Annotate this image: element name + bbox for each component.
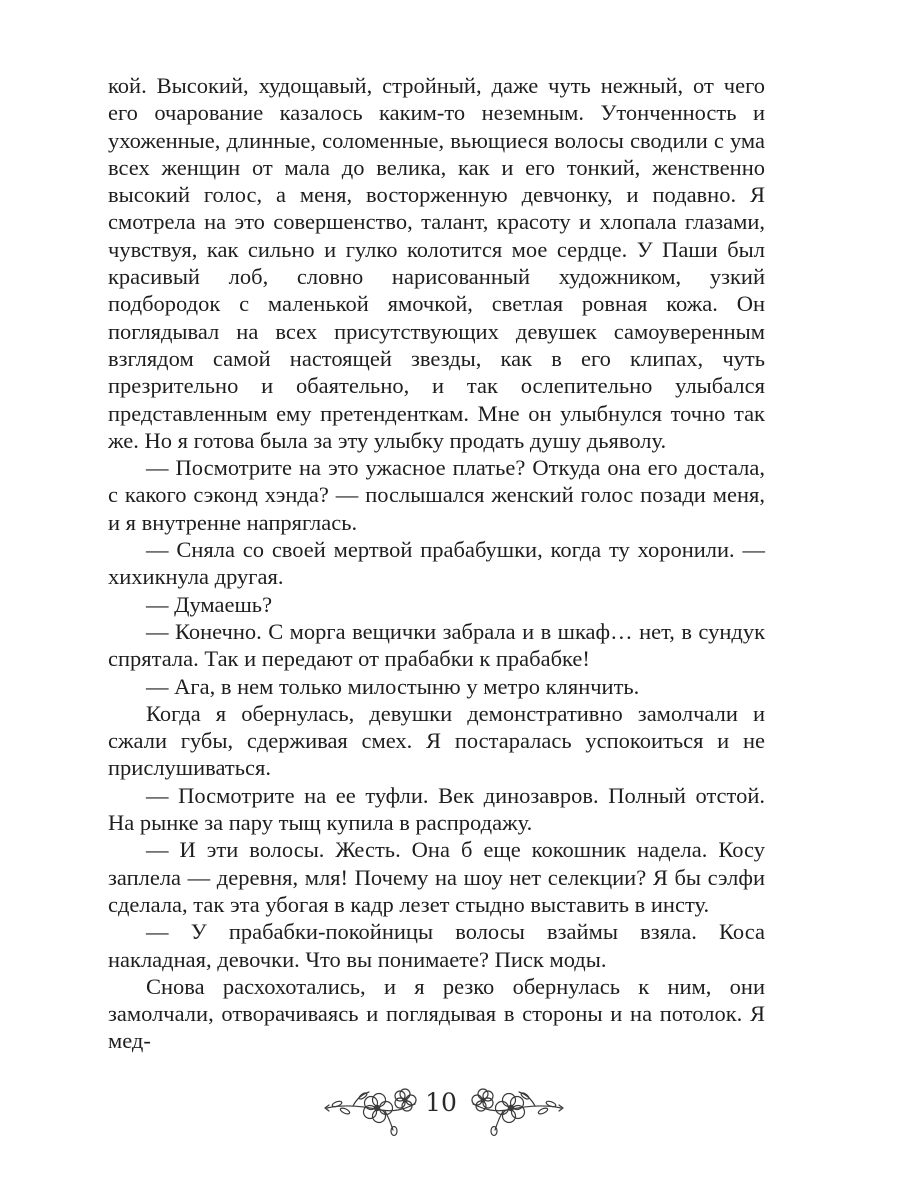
- paragraph: Снова расхохотались, и я резко обернулась к ним, они замолчали, отворачиваясь и поглядывая в стороны и на потолок. Я мед-: [108, 973, 765, 1054]
- paragraph: — Сняла со своей мертвой прабабушки, когда ту хоронили. — хихикнула другая.: [108, 537, 765, 590]
- paragraph: — Ага, в нем только милостыню у метро клянчить.: [146, 673, 640, 699]
- blossom-branch-icon: [323, 1074, 423, 1140]
- page-footer: [0, 1074, 900, 1140]
- paragraph: — У прабабки-покойницы волосы взаймы взяла. Коса накладная, девочки. Что вы понимаете? Писк моды.: [108, 919, 765, 972]
- blossom-branch-icon: [465, 1074, 565, 1140]
- paragraph: — Посмотрите на это ужасное платье? Откуда она его достала, с какого сэконд хэнда? — послышался женский голос позади меня, и я внутренне напряглась.: [108, 455, 765, 535]
- paragraph: — Конечно. С морга вещички забрала и в шкаф… нет, в сундук спрятала. Так и передают от прабабки к прабабке!: [108, 618, 765, 672]
- paragraph: Когда я обернулась, девушки демонстративно замолчали и сжали губы, сдерживая смех. Я постаралась успокоиться и не прислушиваться.: [108, 700, 765, 781]
- paragraph: — И эти волосы. Жесть. Она б еще кокошник надела. Косу заплела — деревня, мля! Почему на шоу нет селекции? Я бы сэлфи сделала, так эта убогая в кадр лезет стыдно выставить в инсту.: [108, 837, 765, 917]
- paragraph: — Думаешь?: [146, 591, 273, 617]
- paragraph: — Посмотрите на ее туфли. Век динозавров. Полный отстой. На рынке за пару тыщ купила в распродажу.: [108, 782, 765, 836]
- body-text: [108, 72, 765, 1055]
- paragraph: кой. Высокий, худощавый, стройный, даже чуть нежный, от чего его очарование казалось каким-то неземным. Утонченность и ухоженные, длинные, соломенные, вьющиеся волосы сводили с ума всех женщин от мала до велика, как и его тонкий, женственно высокий голос, а меня, восторженную девчонку, и подавно. Я смотрела на это совершенство, талант, красоту и хлопала глазами, чувствуя, как сильно и гулко колотится мое сердце. У Паши был красивый лоб, словно нарисованный художником, узкий подбородок с маленькой ямочкой, светлая ровная кожа. Он поглядывал на всех присутствующих девушек самоуверенным взглядом самой настоящей звезды, как в его клипах, чуть презрительно и обаятельно, и так ослепительно улыбался представленным ему претенденткам. Мне он улыбнулся точно так же. Но я готова была за эту улыбку продать душу дьяволу.: [108, 73, 765, 453]
- page-number: 10: [425, 1088, 457, 1117]
